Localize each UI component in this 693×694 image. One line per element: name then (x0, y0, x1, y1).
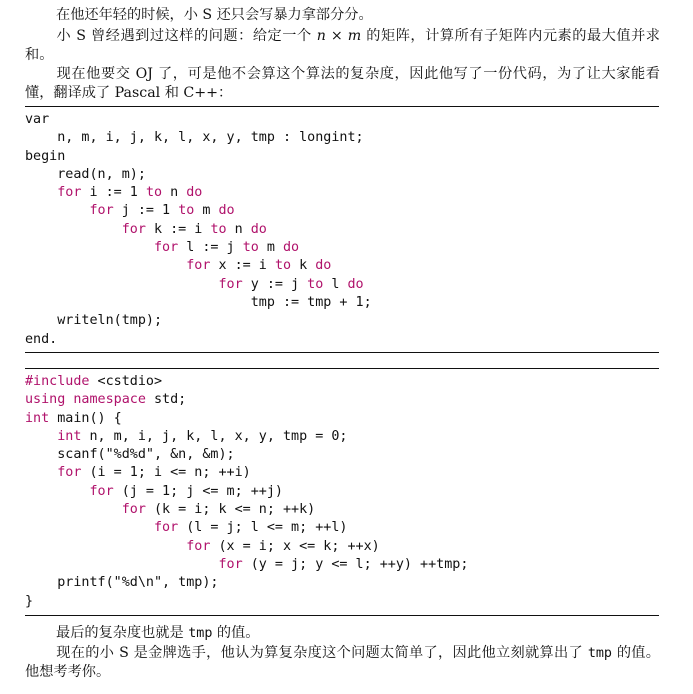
code-line (25, 202, 372, 220)
code-line (25, 574, 468, 592)
code-text (25, 484, 90, 499)
code-keyword: for (186, 538, 211, 554)
code-text: i := 1 (81, 185, 146, 201)
intro-paragraph-1 (25, 6, 660, 25)
code-text (25, 258, 186, 273)
code-text: (i = 1; i <= n; ++i) (81, 465, 251, 481)
code-text (25, 429, 57, 444)
code-line (25, 501, 468, 519)
code-text: end. (25, 331, 58, 347)
code-text: writeln(tmp); (25, 313, 163, 329)
code-text: tmp := tmp + 1; (25, 294, 372, 310)
code-line (25, 556, 468, 574)
code-line (25, 184, 372, 202)
code-text: k := i (145, 221, 211, 237)
intro-text-3: 现在他要交 OJ 了，可是他不会算这个算法的复杂度，因此他写了一份代码，为了让大家能看懂，翻译成了 Pascal 和 C++： (25, 66, 660, 101)
code-text (25, 222, 122, 237)
outro-text-2a: 现在的小 S 是金牌选手，他认为算复杂度这个问题太简单了，因此他立刻就算出了 (56, 645, 588, 661)
code-line (25, 239, 372, 257)
code-line (25, 166, 372, 184)
code-keyword: for (154, 520, 179, 536)
code-text (25, 502, 122, 517)
code-line (25, 410, 468, 428)
code-line (25, 483, 468, 501)
code-keyword: to (210, 221, 227, 237)
code-text: (x = i; x <= k; ++x) (210, 538, 380, 554)
code-line (25, 464, 468, 482)
code-line (25, 221, 372, 239)
code-line (25, 391, 468, 409)
code-line (25, 446, 468, 464)
code-keyword: to (307, 276, 324, 292)
code-keyword: do (315, 258, 332, 274)
code-text: <cstdio> (89, 374, 163, 389)
code-keyword: do (218, 203, 235, 219)
tmp-inline-code: tmp (587, 646, 612, 661)
code-text: l := j (178, 240, 243, 256)
code-text: var (25, 112, 50, 127)
outro-paragraph-1 (25, 624, 660, 643)
outro-paragraph-2 (25, 644, 660, 682)
code-text (25, 465, 57, 480)
code-text: printf("%d\n", tmp); (25, 575, 219, 591)
intro-text-2a: 小 S 曾经遇到过这样的问题：给定一个 (56, 28, 317, 44)
code-line (25, 257, 372, 275)
code-text: x := i (210, 258, 275, 274)
code-keyword: to (178, 203, 195, 219)
intro-text-1: 在他还年轻的时候，小 S 还只会写暴力拿部分分。 (56, 7, 373, 23)
code-text: read(n, m); (25, 166, 146, 182)
code-keyword: int (25, 410, 50, 426)
code-line (25, 129, 372, 147)
code-keyword: for (121, 221, 146, 237)
code-text (25, 185, 57, 200)
code-text: k (291, 258, 316, 274)
code-text: m (258, 240, 283, 256)
code-keyword: do (283, 240, 300, 256)
cpp-bottom-rule (25, 615, 659, 616)
intro-text-2b: 的矩阵，计算所有子矩阵内元素的最大值并求和。 (25, 28, 660, 63)
code-text: (l = j; l <= m; ++l) (178, 520, 348, 536)
pascal-bottom-rule (25, 352, 659, 353)
code-keyword: to (242, 240, 259, 256)
intro-paragraph-2 (25, 27, 660, 65)
code-keyword: for (154, 240, 179, 256)
code-keyword: do (250, 221, 267, 237)
code-text: l (323, 276, 348, 292)
code-keyword: for (218, 276, 243, 292)
code-keyword: to (145, 185, 163, 201)
code-text (25, 203, 90, 218)
code-line (25, 519, 468, 537)
code-text: std; (145, 392, 187, 408)
code-text: m (194, 203, 219, 219)
pascal-code-block (25, 111, 372, 349)
code-line (25, 294, 372, 312)
code-line (25, 312, 372, 330)
code-keyword: for (186, 258, 211, 274)
code-text: j := 1 (113, 203, 179, 219)
code-text: n (226, 221, 251, 237)
code-text (25, 539, 186, 554)
pascal-top-rule (25, 106, 659, 107)
matrix-size-math: n × m (316, 28, 362, 44)
code-text: y := j (242, 276, 308, 292)
code-text: n (162, 185, 187, 201)
code-keyword: for (57, 185, 82, 201)
code-text (25, 277, 218, 292)
code-keyword: do (347, 276, 364, 292)
code-keyword: for (57, 465, 82, 481)
code-keyword: do (186, 185, 203, 201)
code-line (25, 148, 372, 166)
code-text: (y = j; y <= l; ++y) ++tmp; (242, 556, 469, 572)
outro-text-2b: 的值。他想考考你。 (25, 645, 660, 680)
code-line (25, 428, 468, 446)
code-text: scanf("%d%d", &n, &m); (25, 447, 235, 463)
code-keyword: for (121, 502, 146, 518)
code-keyword: to (274, 258, 292, 274)
code-text: n, m, i, j, k, l, x, y, tmp : longint; (25, 130, 364, 146)
code-keyword: for (89, 483, 114, 499)
tmp-inline-code: tmp (188, 626, 213, 641)
code-text (25, 520, 154, 535)
code-text (25, 557, 218, 572)
code-line (25, 373, 468, 391)
code-keyword: #include (25, 374, 90, 389)
code-keyword: for (89, 203, 114, 219)
intro-paragraph-3 (25, 65, 660, 103)
code-line (25, 111, 372, 129)
outro-text-1b: 的值。 (212, 625, 260, 641)
code-line (25, 276, 372, 294)
code-line (25, 331, 372, 349)
outro-text-1a: 最后的复杂度也就是 (56, 625, 189, 641)
code-text: } (25, 593, 34, 609)
code-keyword: namespace (73, 392, 146, 408)
code-text: main() { (49, 410, 122, 426)
code-line (25, 593, 468, 611)
code-text (25, 240, 154, 255)
code-keyword: for (218, 556, 243, 572)
code-text: (k = i; k <= n; ++k) (145, 502, 316, 518)
code-text: n, m, i, j, k, l, x, y, tmp = 0; (81, 428, 348, 444)
cpp-code-block (25, 373, 468, 611)
code-line (25, 538, 468, 556)
code-keyword: int (57, 428, 82, 444)
code-text: (j = 1; j <= m; ++j) (113, 483, 283, 499)
cpp-top-rule (25, 368, 659, 369)
code-text: begin (25, 148, 66, 164)
code-keyword: using (25, 392, 66, 408)
